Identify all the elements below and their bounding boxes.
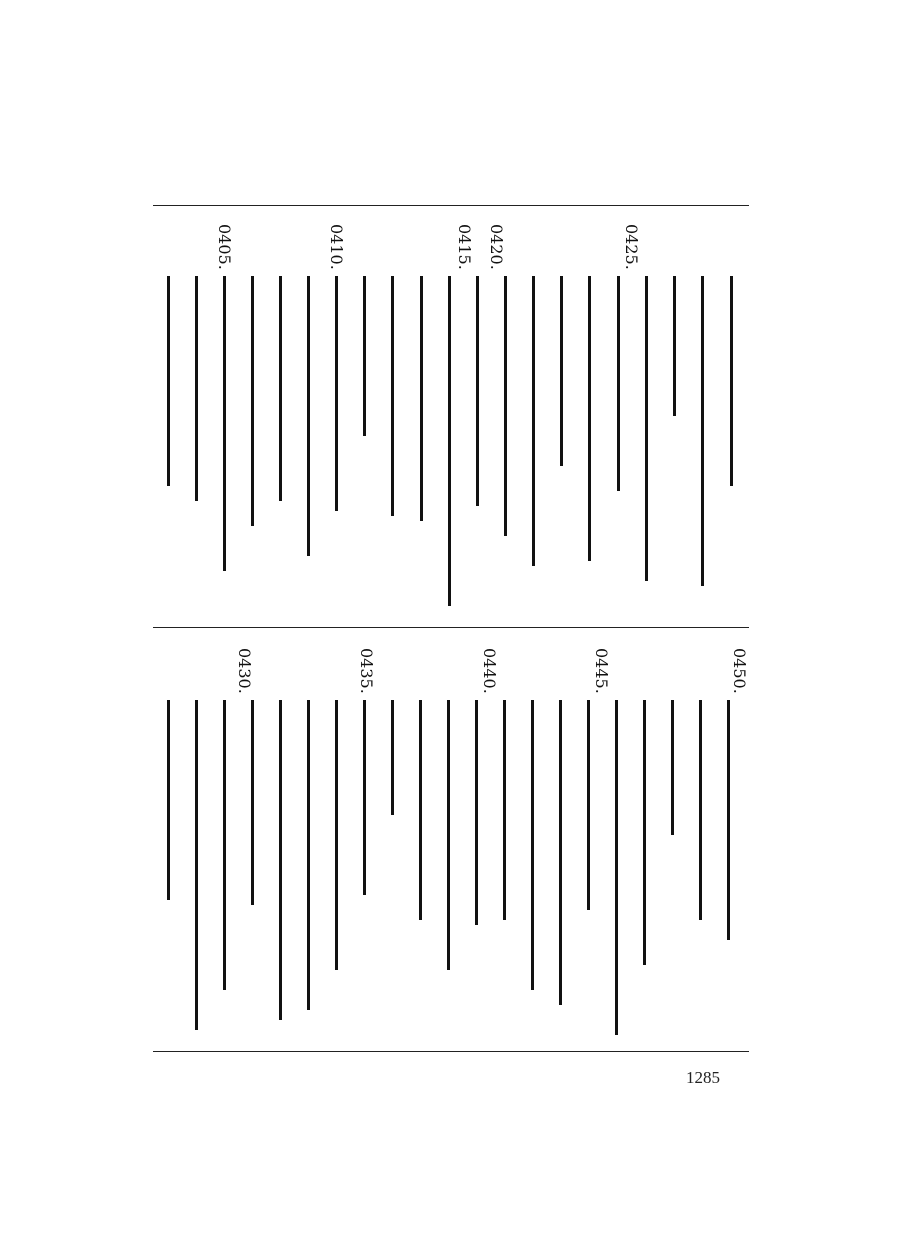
- vertical-script-column: [307, 276, 326, 556]
- vertical-script-column: [307, 700, 326, 1010]
- vertical-script-column: [391, 700, 410, 815]
- text-block-lower: [153, 648, 749, 1028]
- vertical-script-column: [559, 700, 578, 1005]
- vertical-script-column: [447, 700, 466, 970]
- vertical-script-column: [475, 700, 494, 925]
- entry-number-label: 0440.: [480, 648, 499, 694]
- bottom-rule: [153, 1051, 749, 1052]
- vertical-script-column: [503, 700, 522, 920]
- entry-number-label: 0405.: [215, 224, 234, 270]
- vertical-script-column: [643, 700, 662, 965]
- vertical-script-column: [335, 700, 354, 970]
- vertical-script-column: [251, 700, 270, 905]
- vertical-script-column: [167, 276, 186, 486]
- vertical-script-column: [363, 700, 382, 895]
- vertical-script-column: [588, 276, 607, 561]
- entry-number-label: 0450.: [730, 648, 749, 694]
- vertical-script-column: [195, 700, 214, 1030]
- vertical-script-column: [701, 276, 720, 586]
- vertical-script-column: [699, 700, 718, 920]
- vertical-script-column: [504, 276, 523, 536]
- vertical-script-column: [587, 700, 606, 910]
- vertical-script-column: [645, 276, 664, 581]
- entry-number-label: 0430.: [235, 648, 254, 694]
- vertical-script-column: [560, 276, 579, 466]
- vertical-script-column: [391, 276, 410, 516]
- entry-number-label: 0415.: [455, 224, 474, 270]
- vertical-script-column: [419, 700, 438, 920]
- middle-rule: [153, 627, 749, 628]
- vertical-script-column: [532, 276, 551, 566]
- entry-number-label: 0445.: [592, 648, 611, 694]
- vertical-script-column: [671, 700, 690, 835]
- vertical-script-column: [223, 276, 242, 571]
- entry-number-label: 0420.: [487, 224, 506, 270]
- top-rule: [153, 205, 749, 206]
- vertical-script-column: [617, 276, 636, 491]
- vertical-script-column: [251, 276, 270, 526]
- vertical-script-column: [531, 700, 550, 990]
- page-number: 1285: [686, 1068, 720, 1087]
- entry-number-label: 0410.: [327, 224, 346, 270]
- vertical-script-column: [448, 276, 467, 606]
- text-block-upper: [153, 224, 749, 604]
- vertical-script-column: [615, 700, 634, 1035]
- vertical-script-column: [730, 276, 749, 486]
- vertical-script-column: [727, 700, 746, 940]
- vertical-script-column: [420, 276, 439, 521]
- vertical-script-column: [476, 276, 495, 506]
- vertical-script-column: [673, 276, 692, 416]
- vertical-script-column: [279, 276, 298, 501]
- vertical-script-column: [167, 700, 186, 900]
- vertical-script-column: [335, 276, 354, 511]
- entry-number-label: 0425.: [622, 224, 641, 270]
- vertical-script-column: [223, 700, 242, 990]
- vertical-script-column: [279, 700, 298, 1020]
- vertical-script-column: [195, 276, 214, 501]
- vertical-script-column: [363, 276, 382, 436]
- entry-number-label: 0435.: [357, 648, 376, 694]
